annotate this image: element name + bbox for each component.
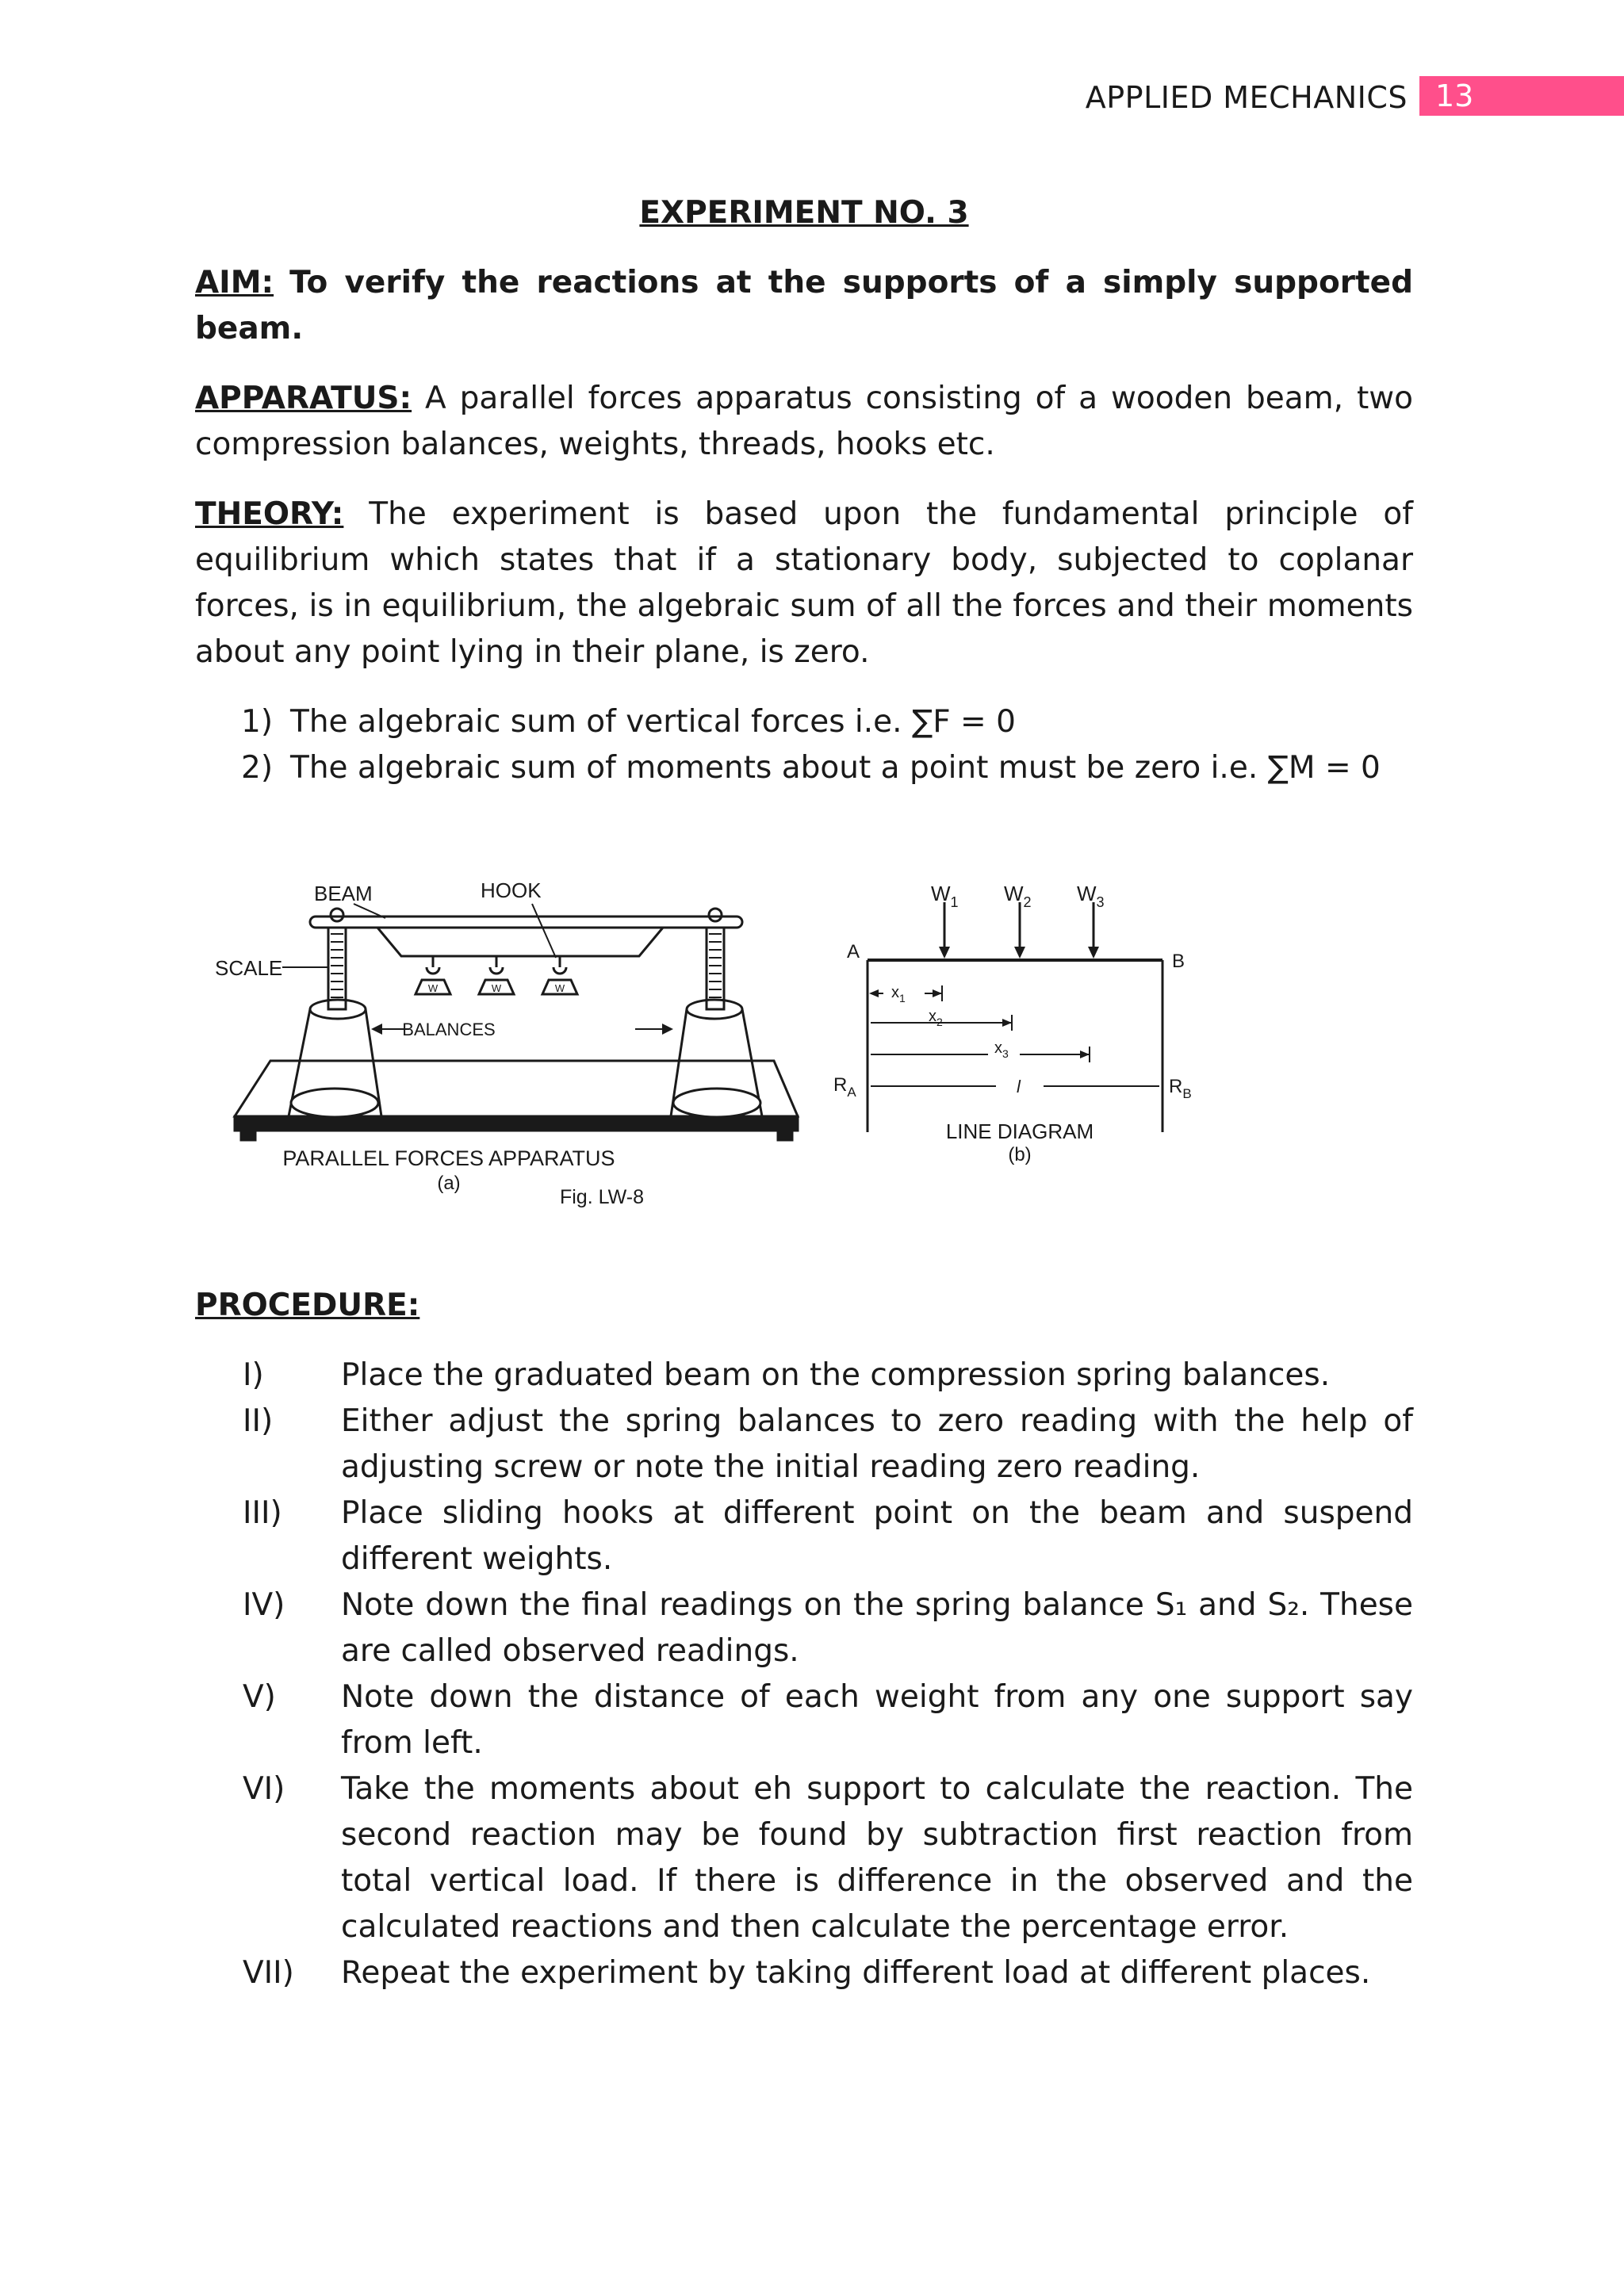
platform-foot-left — [241, 1131, 255, 1140]
list-item-number: 1) — [241, 704, 274, 740]
x3-dimension — [871, 1047, 1090, 1062]
x1-letter: x — [891, 984, 899, 1001]
x2-subscript: 2 — [936, 1016, 943, 1028]
w3-subscript: 3 — [1096, 894, 1105, 910]
step-number: II) — [243, 1403, 274, 1439]
step-number: VII) — [243, 1955, 294, 1991]
line-diagram — [868, 902, 1162, 1132]
apparatus-paragraph — [195, 376, 1413, 468]
theory-points-list — [195, 699, 1413, 791]
list-item — [195, 1674, 1413, 1766]
hooks — [427, 967, 566, 974]
apparatus-subcaption: (a) — [437, 1173, 461, 1194]
x3-label — [994, 1039, 1009, 1060]
list-item — [241, 699, 1413, 745]
w3-label — [1077, 882, 1105, 910]
step-number: I) — [243, 1357, 264, 1393]
apparatus-label: APPARATUS: — [195, 381, 412, 416]
step-text: Either adjust the spring balances to zero reading with the help of adjusting screw or note the initial reading zero reading. — [341, 1403, 1413, 1485]
procedure-heading: PROCEDURE: — [195, 1288, 420, 1323]
apparatus-text: A parallel forces apparatus consisting of a wooden beam, two compression balances, weights, threads, hooks etc. — [195, 381, 1413, 462]
w2-letter: W — [1004, 882, 1024, 905]
step-text: Repeat the experiment by taking different load at different places. — [341, 1955, 1371, 1991]
x2-letter: x — [929, 1008, 936, 1025]
experiment-title: EXPERIMENT NO. 3 — [639, 195, 969, 231]
aim-paragraph — [195, 260, 1413, 352]
step-text: Place the graduated beam on the compression spring balances. — [341, 1357, 1331, 1393]
balances-arrow-right — [662, 1024, 673, 1035]
weight-label: W — [427, 982, 439, 994]
theory-paragraph — [195, 492, 1413, 675]
x3-subscript: 3 — [1002, 1047, 1009, 1060]
x2-label — [929, 1008, 943, 1028]
platform-foot-right — [778, 1131, 792, 1140]
step-text: Place sliding hooks at different point on the beam and suspend different weights. — [341, 1495, 1413, 1577]
w2-label — [1004, 882, 1032, 910]
figure-caption: Fig. LW-8 — [559, 1186, 645, 1208]
load-arrowhead-w1 — [939, 947, 950, 959]
list-item — [195, 1399, 1413, 1490]
page-number-badge: 13 — [1419, 76, 1624, 116]
running-header-title: APPLIED MECHANICS — [1085, 80, 1408, 115]
list-item — [195, 1490, 1413, 1582]
x1-arrow-left — [869, 989, 879, 997]
list-item-number: 2) — [241, 750, 274, 786]
point-b-label: B — [1172, 951, 1185, 972]
ra-label — [833, 1074, 856, 1100]
line-diagram-subcaption: (b) — [1008, 1144, 1032, 1165]
step-number: V) — [243, 1679, 276, 1715]
step-number: III) — [243, 1495, 282, 1531]
rb-subscript: B — [1182, 1086, 1192, 1101]
load-arrowhead-w2 — [1014, 947, 1025, 959]
theory-text: The experiment is based upon the fundamental principle of equilibrium which states that if a stationary body, subjected to coplanar forces, is in equilibrium, the algebraic sum of all the forces and their moments about any point lying in their plane, is zero. — [195, 496, 1413, 670]
w1-subscript: 1 — [950, 894, 959, 910]
ra-subscript: A — [847, 1085, 856, 1100]
step-text: Note down the final readings on the spring balance S₁ and S₂. These are called observed readings. — [341, 1587, 1413, 1669]
line-diagram-caption: LINE DIAGRAM — [945, 1119, 1094, 1143]
x3-arrow-right — [1080, 1050, 1090, 1058]
figure-drawing — [195, 878, 1413, 1243]
apparatus-caption: PARALLEL FORCES APPARATUS — [282, 1146, 615, 1170]
apparatus-drawing — [235, 904, 798, 1140]
w1-letter: W — [931, 882, 951, 905]
right-balance-bottom — [673, 1089, 760, 1117]
figure-lw8 — [195, 878, 1413, 1243]
aim-text: To verify the reactions at the supports of a simply supported beam. — [195, 265, 1413, 346]
step-text: Take the moments about eh support to calculate the reaction. The second reaction may be found by subtraction first reaction from total vertical load. If there is difference in the observed and the calculated reactions and then calculate the percentage error. — [341, 1771, 1413, 1945]
step-number: IV) — [243, 1587, 285, 1623]
beam — [310, 916, 742, 928]
rb-letter: R — [1169, 1076, 1183, 1097]
x1-label — [891, 984, 906, 1004]
page-body — [195, 190, 1413, 1996]
list-item — [241, 745, 1413, 791]
hook-label: HOOK — [481, 878, 542, 902]
balances-label: BALANCES — [402, 1020, 496, 1039]
right-scale-ticks — [709, 934, 722, 997]
procedure-list — [195, 1353, 1413, 1996]
weight-label: W — [491, 982, 502, 994]
left-scale-ticks — [331, 934, 343, 997]
ra-letter: R — [833, 1074, 848, 1096]
hook-pointer — [532, 904, 556, 958]
aim-label: AIM: — [195, 265, 274, 300]
x2-arrow-right — [1002, 1019, 1012, 1027]
list-item — [195, 1582, 1413, 1674]
point-a-label: A — [847, 941, 860, 962]
beam-label: BEAM — [314, 882, 373, 905]
beam-carrier — [377, 928, 663, 956]
list-item-text: The algebraic sum of moments about a point must be zero i.e. ∑M = 0 — [290, 750, 1381, 786]
list-item-text: The algebraic sum of vertical forces i.e. ∑F = 0 — [290, 704, 1016, 740]
list-item — [195, 1766, 1413, 1950]
scale-label: SCALE — [215, 956, 283, 980]
list-item — [195, 1950, 1413, 1996]
w3-letter: W — [1077, 882, 1097, 905]
x3-letter: x — [994, 1039, 1002, 1057]
x1-subscript: 1 — [899, 992, 906, 1004]
theory-label: THEORY: — [195, 496, 344, 532]
hook-stems — [433, 956, 560, 967]
left-balance-bottom — [291, 1089, 378, 1117]
platform-base — [235, 1116, 798, 1131]
rb-label — [1169, 1076, 1192, 1101]
step-text: Note down the distance of each weight from any one support say from left. — [341, 1679, 1413, 1761]
step-number: VI) — [243, 1771, 285, 1807]
x1-dimension — [871, 985, 942, 1001]
x1-arrow-right — [933, 989, 942, 997]
weight-label: W — [554, 982, 565, 994]
list-item — [195, 1353, 1413, 1399]
load-arrowhead-w3 — [1088, 947, 1099, 959]
w2-subscript: 2 — [1023, 894, 1032, 910]
l-label: l — [1017, 1077, 1021, 1096]
balances-arrow-left — [371, 1024, 382, 1035]
